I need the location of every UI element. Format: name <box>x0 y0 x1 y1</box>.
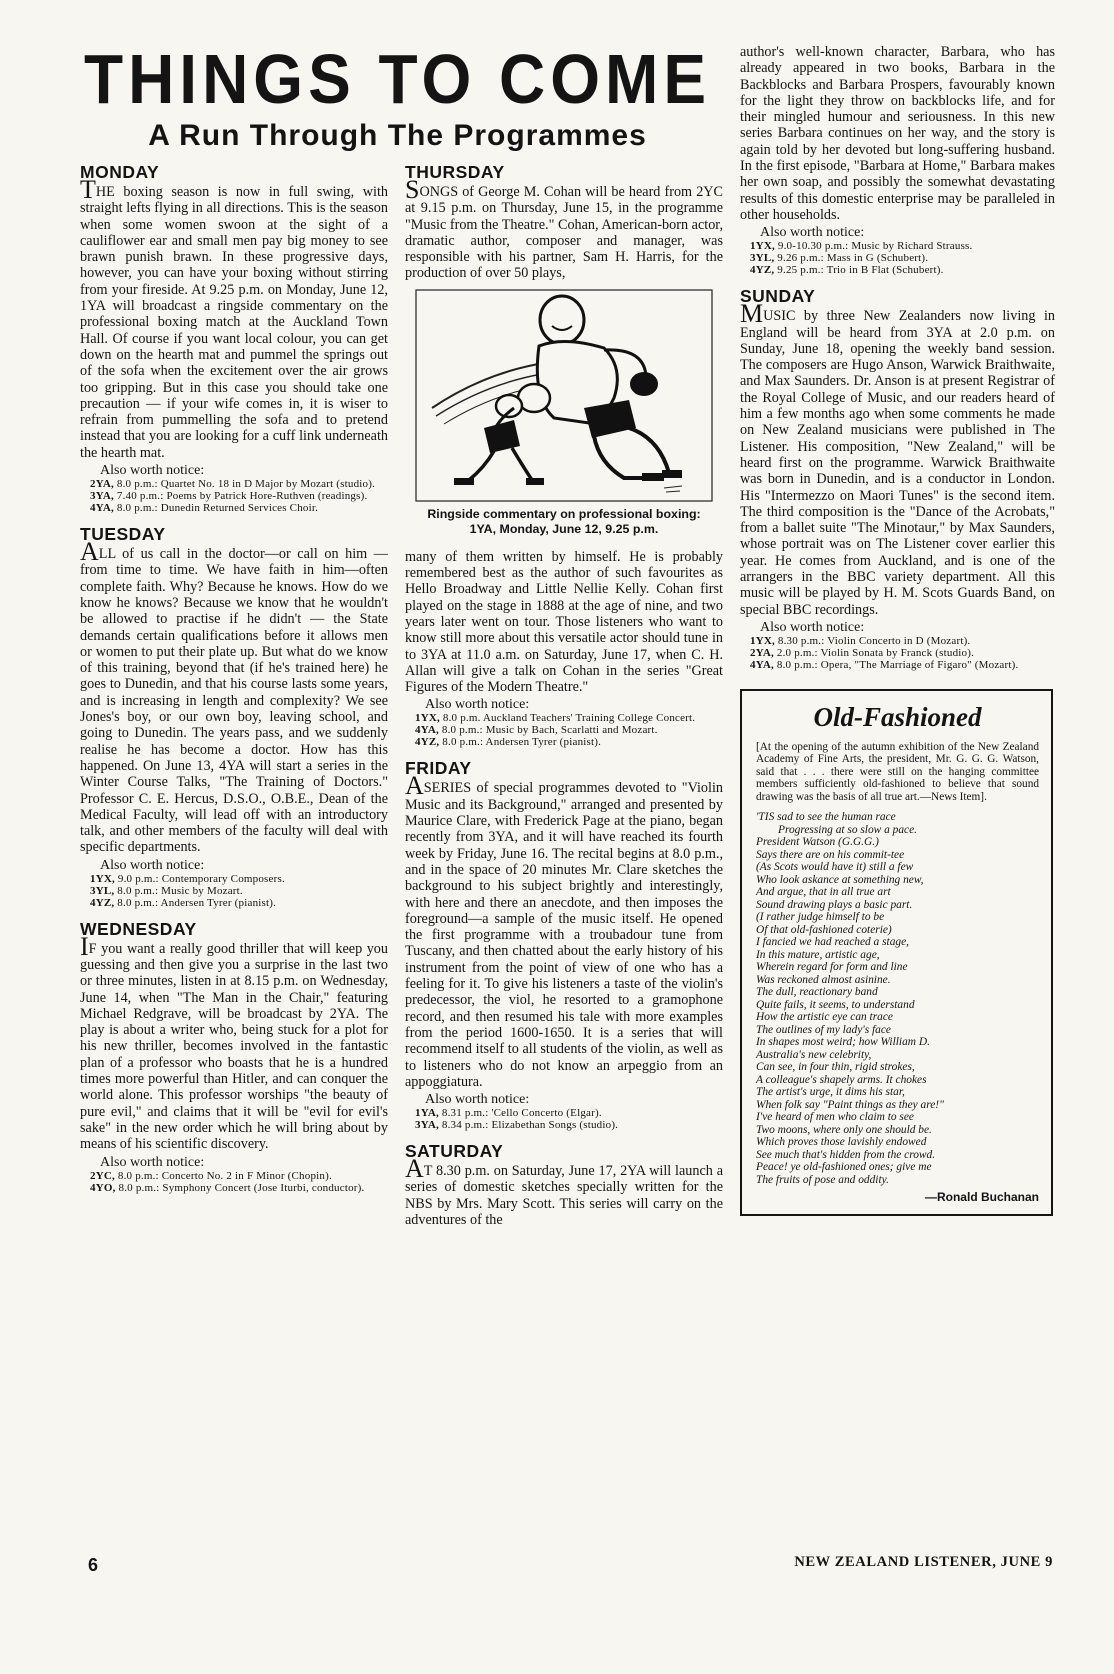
article-text: LL of us call in the doctor—or call on him — from time to time. We have faith in him—often complete faith. Why? Because he knows. How do we know he knows? Because we know that he wouldn't be allowed to practise if he didn't — the State demands certain qualifications before it allows men or women to put their plate up. But what do we know of this training, beyond that (if he's trained here) he goes to Dunedin, and that his course lasts some years, and is increasing in length and complexity? We see Jones's boy, or our own boy, leaving school, and going to Dunedin. The years pass, and we suddenly realise he has become a doctor. How has this happened. On June 13, 4YA will start a series in the Winter Course Talks, "The Training of Doctors." Professor C. E. Hercus, D.S.O., O.B.E., Dean of the Medical Faculty, will lead off with an introductory talk, and other members of the faculty will deal with specific departments. <box>80 546 388 856</box>
dropcap: T <box>80 175 96 204</box>
notice-text: 8.0 p.m.: Music by Bach, Scarlatti and Mozart. <box>441 724 658 737</box>
poem-line: And argue, that in all true art <box>756 886 891 899</box>
section-thursday-continued <box>405 549 723 749</box>
article-text: T 8.30 p.m. on Saturday, June 17, 2YA will launch a series of domestic sketches specially written for the NBS by Mrs. Mary Scott. This series will carry on the adventures of the <box>405 1163 723 1228</box>
article-thursday-part2: many of them written by himself. He is probably remembered best as the author of such favourites as Hello Broadway and Little Nellie Kelly. Cohan first played on the stage in 1888 at the age of nine, and two years later went on tour. Those listeners who want to know still more about this versatile actor should tune in to 3YA at 11.0 a.m. on Saturday, June 17, when C. H. Allan will give a talk on Cohan in the series "Great Figures of the Modern Theatre." <box>405 548 723 696</box>
poem-line: President Watson (G.G.G.) <box>756 836 879 849</box>
page-number: 6 <box>88 1555 99 1575</box>
dropcap: I <box>80 931 89 961</box>
notice-list <box>90 478 388 514</box>
poem-title: Old-Fashioned <box>813 701 982 732</box>
notice-text: 9.0 p.m.: Contemporary Composers. <box>117 872 285 885</box>
poem-line: In shapes most weird; how William D. <box>756 1036 930 1049</box>
section-heading-thursday: THURSDAY <box>405 162 505 182</box>
notice-list <box>90 1170 388 1194</box>
station-call: 1YX, <box>750 634 775 647</box>
station-call: 1YX, <box>415 712 440 725</box>
notice-list <box>750 635 1055 671</box>
notice-text: 8.0 p.m.: Symphony Concert (Jose Iturbi, conductor). <box>118 1181 365 1194</box>
notice-heading: Also worth notice: <box>760 225 865 241</box>
poem-line: Says there are on his commit-tee <box>756 848 905 861</box>
notice-text: 8.0 p.m.: Concerto No. 2 in F Minor (Chopin). <box>117 1169 332 1182</box>
station-call: 4YZ, <box>90 896 115 909</box>
notice-item <box>750 647 1055 659</box>
notice-item <box>90 1182 388 1194</box>
notice-text: 9.25 p.m.: Trio in B Flat (Schubert). <box>777 264 944 277</box>
poem-intro: [At the opening of the autumn exhibition of the New Zealand Academy of Fine Arts, the president, Mr. G. G. G. Watson, said that . . . there were still on the hanging committee members sufficiently old-fashioned to believe that sound drawing was the basis of all true art.—News Item]. <box>756 740 1039 803</box>
notice-text: 7.40 p.m.: Poems by Patrick Hore-Ruthven (readings). <box>116 490 368 503</box>
poem-line: Was reckoned almost asinine. <box>756 973 891 986</box>
notice-list <box>415 712 723 748</box>
notice-item <box>90 873 388 885</box>
dropcap: A <box>405 771 424 801</box>
notice-heading: Also worth notice: <box>100 463 205 479</box>
article-thursday-part1 <box>405 175 723 282</box>
station-call: 3YA, <box>415 1119 439 1132</box>
poem-line: When folk say "Paint things as they are!" <box>756 1098 944 1111</box>
notice-text: 8.0 p.m.: Dunedin Returned Services Choir. <box>116 502 319 515</box>
article-saturday <box>405 1154 723 1228</box>
station-call: 2YA, <box>90 478 114 491</box>
notice-item <box>90 502 388 514</box>
notice-item <box>90 490 388 502</box>
notice-text: 8.0 p.m.: Andersen Tyrer (pianist). <box>117 896 277 909</box>
section-heading-sunday: SUNDAY <box>740 286 816 307</box>
poem-line: Progressing at so slow a pace. <box>778 823 918 836</box>
article-wednesday <box>80 931 388 1153</box>
notice-item <box>750 240 1055 252</box>
dropcap: A <box>405 1154 424 1184</box>
notice-text: 8.30 p.m.: Violin Concerto in D (Mozart). <box>777 634 971 647</box>
poem-line: 'TIS sad to see the human race <box>756 811 896 824</box>
poem-author: —Ronald Buchanan <box>924 1190 1039 1205</box>
column-left <box>80 162 388 1204</box>
dropcap: M <box>740 299 764 329</box>
notice-list <box>750 240 1055 276</box>
station-call: 3YA, <box>90 490 114 503</box>
poem-line: (I rather judge himself to be <box>756 911 885 924</box>
station-call: 3YL, <box>90 884 115 897</box>
notice-list <box>90 873 388 909</box>
station-call: 1YX, <box>90 872 115 885</box>
page-title: THINGS TO COME <box>83 40 712 118</box>
section-tuesday <box>80 524 388 909</box>
notice-item <box>415 1119 723 1131</box>
notice-item <box>750 264 1055 276</box>
article-text: HE boxing season is now in full swing, with straight lefts flying in all directions. This is the season when some women swoon at the sight of a cauliflower ear and small men pay big money to see brawn punish brawn. In these progressive days, however, you can have your boxing without stirring from your fireside. At 9.25 p.m. on Monday, June 12, 1YA will broadcast a ringside commentary on the professional boxing match at the Auckland Town Hall. Of course if you want local colour, you can get down on the hearth mat and pummel the springs out of the sofa when the excitement over the air grows too gripping. But in this case you should take one precaution — if your wife comes in, it is wiser to refrain from pummelling the sofa and to pretend instead that you are looking for a cuff link underneath the hearth mat. <box>80 184 388 461</box>
notice-item <box>750 252 1055 264</box>
boxers-drawing <box>414 288 714 503</box>
poem-line: Can see, in four thin, rigid strokes, <box>756 1061 915 1074</box>
station-call: 3YL, <box>750 252 775 265</box>
caption-line: Ringside commentary on professional boxing: <box>427 506 701 521</box>
article-text: SERIES of special programmes devoted to "Violin Music and its Background," arranged and presented by Maurice Clare, with Frederick Page at the piano, began recently from 3YA, and it will have reached its fourth week by Friday, June 16. The recital begins at 8.0 p.m., and in the space of 20 minutes Mr. Clare sketches the background to his subject brightly and interestingly, with here and there an anecdote, and then imposes the foreground—a sample of the music itself. He opened the first programme with a troubadour tune from Tuscany, and then chatted about the early history of his instrument from the point of view of one who has a feeling for it. To give his listeners a taste of the violin's predecessor, the viol, he resorted to a gramophone record, and then resumed his tale with more examples from the period 1600-1650. It is a series that will recommend itself to all students of the violin, as well as to listeners who do not know an arpeggio from an appoggiatura. <box>405 780 723 1090</box>
section-heading-saturday: SATURDAY <box>405 1141 504 1162</box>
station-call: 4YA, <box>750 658 774 671</box>
poem-line: A colleague's shapely arms. It chokes <box>756 1073 927 1086</box>
poem-line: Quite fails, it seems, to understand <box>756 998 915 1011</box>
section-thursday <box>405 162 723 282</box>
poem-line: Peace! ye old-fashioned ones; give me <box>756 1161 932 1174</box>
notice-heading: Also worth notice: <box>100 857 205 873</box>
notice-heading: Also worth notice: <box>425 1092 530 1108</box>
section-heading-friday: FRIDAY <box>405 758 472 779</box>
poem-line: (As Scots would have it) still a few <box>756 861 914 874</box>
boxing-illustration <box>414 288 714 503</box>
masthead <box>80 42 715 154</box>
poem-line: The fruits of pose and oddity. <box>756 1173 889 1186</box>
station-call: 4YA, <box>415 724 439 737</box>
dropcap: A <box>80 537 99 567</box>
notice-text: 9.0-10.30 p.m.: Music by Richard Strauss. <box>777 240 973 253</box>
station-call: 1YX, <box>750 240 775 253</box>
boxer-shoe <box>642 473 664 481</box>
notice-text: 8.34 p.m.: Elizabethan Songs (studio). <box>441 1119 619 1132</box>
poem-line: The artist's urge, it dims his star, <box>756 1086 905 1099</box>
small-boxer-shoe <box>454 478 474 485</box>
station-call: 4YA, <box>90 502 114 515</box>
poem-line: Of that old-fashioned coterie) <box>756 923 892 936</box>
notice-item <box>415 1107 723 1119</box>
dropcap: S <box>405 175 420 204</box>
notice-text: 9.26 p.m.: Mass in G (Schubert). <box>777 252 929 265</box>
poem-line: Sound drawing plays a basic part. <box>756 898 913 911</box>
notice-list <box>415 1107 723 1131</box>
poem-line: Australia's new celebrity, <box>756 1048 872 1061</box>
section-saturday-continued <box>740 44 1055 276</box>
station-call: 4YZ, <box>415 736 440 749</box>
section-wednesday <box>80 919 388 1194</box>
station-call: 2YC, <box>90 1169 115 1182</box>
article-monday <box>80 175 388 461</box>
notice-heading: Also worth notice: <box>760 619 865 635</box>
page-subtitle: A Run Through The Programmes <box>148 119 647 152</box>
poem-box <box>740 689 1053 1217</box>
notice-text: 8.0 p.m. Auckland Teachers' Training College Concert. <box>442 712 696 725</box>
notice-text: 8.0 p.m.: Opera, "The Marriage of Figaro" (Mozart). <box>776 658 1019 671</box>
article-text: USIC by three New Zealanders now living in England will be heard from 3YA at 2.0 p.m. on Sunday, June 18, opening the weekly band session. The composers are Hugo Anson, Warwick Braithwaite, and Max Saunders. Dr. Anson is at present Registrar of the Royal College of Music, and our readers heard of him a few months ago when some comments he made on New Zealand musicians were published in The Listener. His composition, "New Zealand," will be heard first on the programme. Warwick Braithwaite was born in Dunedin, and is a conductor in London. His "Intermezzo on Maori Tunes" is the second item. The third composition is the "Dance of the Acrobats," from a ballet suite "The Minotaur," by Max Saunders, whose portrait was on The Listener cover earlier this year. He comes from Auckland, and is one of the arrangers in the BBC variety department. All this music will be played by H. M. Scots Guards Band, on special BBC recordings. <box>740 308 1055 618</box>
poem-lines <box>756 811 1039 1186</box>
article-friday <box>405 771 723 1090</box>
article-tuesday <box>80 537 388 856</box>
poem-line: How the artistic eye can trace <box>756 1011 893 1024</box>
station-call: 4YZ, <box>750 264 775 277</box>
article-sunday <box>740 299 1055 618</box>
boxing-glove <box>630 372 658 396</box>
poem-line: In this mature, artistic age, <box>756 948 880 961</box>
station-call: 4YO, <box>90 1181 116 1194</box>
section-monday <box>80 162 388 514</box>
notice-item <box>750 635 1055 647</box>
notice-item <box>90 478 388 490</box>
notice-item <box>90 885 388 897</box>
publication-footer: NEW ZEALAND LISTENER, JUNE 9 <box>794 1554 1053 1570</box>
poem-line: Who look askance at something new, <box>756 873 924 886</box>
station-call: 2YA, <box>750 646 774 659</box>
section-heading-tuesday: TUESDAY <box>80 524 166 545</box>
notice-text: 2.0 p.m.: Violin Sonata by Franck (studio). <box>776 646 975 659</box>
notice-item <box>415 736 723 748</box>
station-call: 1YA, <box>415 1107 439 1120</box>
poem-line: The dull, reactionary band <box>756 986 878 999</box>
boxer-head <box>540 296 584 344</box>
article-saturday-continued: author's well-known character, Barbara, who has already appeared in two books, Barbara in the Backblocks and Barbara Prospers, favourably known for the light they throw on backblocks life, and for their mingled humour and seriousness. In this new series Barbara continues on her way, and the story is again told by her devoted but long-suffering husband. In the first episode, "Barbara at Home," Barbara makes her own soap, and possibly the somewhat devastating results of this domestic enterprise may be paralleled in other households. <box>740 44 1055 223</box>
column-right <box>740 44 1055 1216</box>
small-boxer-shoe <box>526 478 544 485</box>
notice-item <box>415 724 723 736</box>
section-sunday <box>740 286 1055 671</box>
poem-line: Which proves those lavishly endowed <box>756 1136 927 1149</box>
poem-line: See much that's hidden from the crowd. <box>756 1148 936 1161</box>
poem-line: Two moons, where only one should be. <box>756 1123 932 1136</box>
notice-item <box>90 1170 388 1182</box>
illustration-caption <box>405 507 723 537</box>
boxer-shoe <box>662 470 682 478</box>
notice-text: 8.0 p.m.: Music by Mozart. <box>117 884 243 897</box>
notice-text: 8.31 p.m.: 'Cello Concerto (Elgar). <box>441 1107 602 1120</box>
section-friday <box>405 758 723 1131</box>
poem-line: The outlines of my lady's face <box>756 1023 891 1036</box>
poem-line: I fancied we had reached a stage, <box>756 936 909 949</box>
section-heading-wednesday: WEDNESDAY <box>80 918 197 939</box>
poem-line: Wherein regard for form and line <box>756 961 908 974</box>
notice-heading: Also worth notice: <box>425 697 530 713</box>
section-saturday <box>405 1141 723 1228</box>
notice-text: 8.0 p.m.: Quartet No. 18 in D Major by Mozart (studio). <box>116 478 376 491</box>
article-text: ONGS of George M. Cohan will be heard from 2YC at 9.15 p.m. on Thursday, June 15, in the programme "Music from the Theatre." Cohan, American-born actor, dramatic author, composer and manager, was responsible with his partner, Sam H. Harris, for the production of over 50 plays, <box>405 184 723 282</box>
notice-heading: Also worth notice: <box>100 1154 205 1170</box>
notice-item <box>415 712 723 724</box>
article-text: F you want a really good thriller that will keep you guessing and then give you a surprise in the last two or three minutes, listen in at 8.15 p.m. on Wednesday, June 14, when "The Man in the Chair," featuring Michael Redgrave, will be broadcast by 2YA. The play is about a writer who, being stuck for a plot for his new thriller, becomes involved in the fantastic plan of a professor who boasts that he is a hundred times more powerful than Hitler, and can conquer the world alone. This professor worships "the beauty of pure evil," and claims that it will be "evil for evil's sake" in the new order which he will bring about by means of his scientific discovery. <box>80 940 388 1153</box>
caption-line: 1YA, Monday, June 12, 9.25 p.m. <box>469 521 659 536</box>
poem-line: I've heard of men who claim to see <box>756 1111 914 1124</box>
section-heading-monday: MONDAY <box>80 162 160 182</box>
notice-text: 8.0 p.m.: Andersen Tyrer (pianist). <box>442 736 602 749</box>
column-middle <box>405 162 723 1238</box>
notice-item <box>90 897 388 909</box>
notice-item <box>750 659 1055 671</box>
